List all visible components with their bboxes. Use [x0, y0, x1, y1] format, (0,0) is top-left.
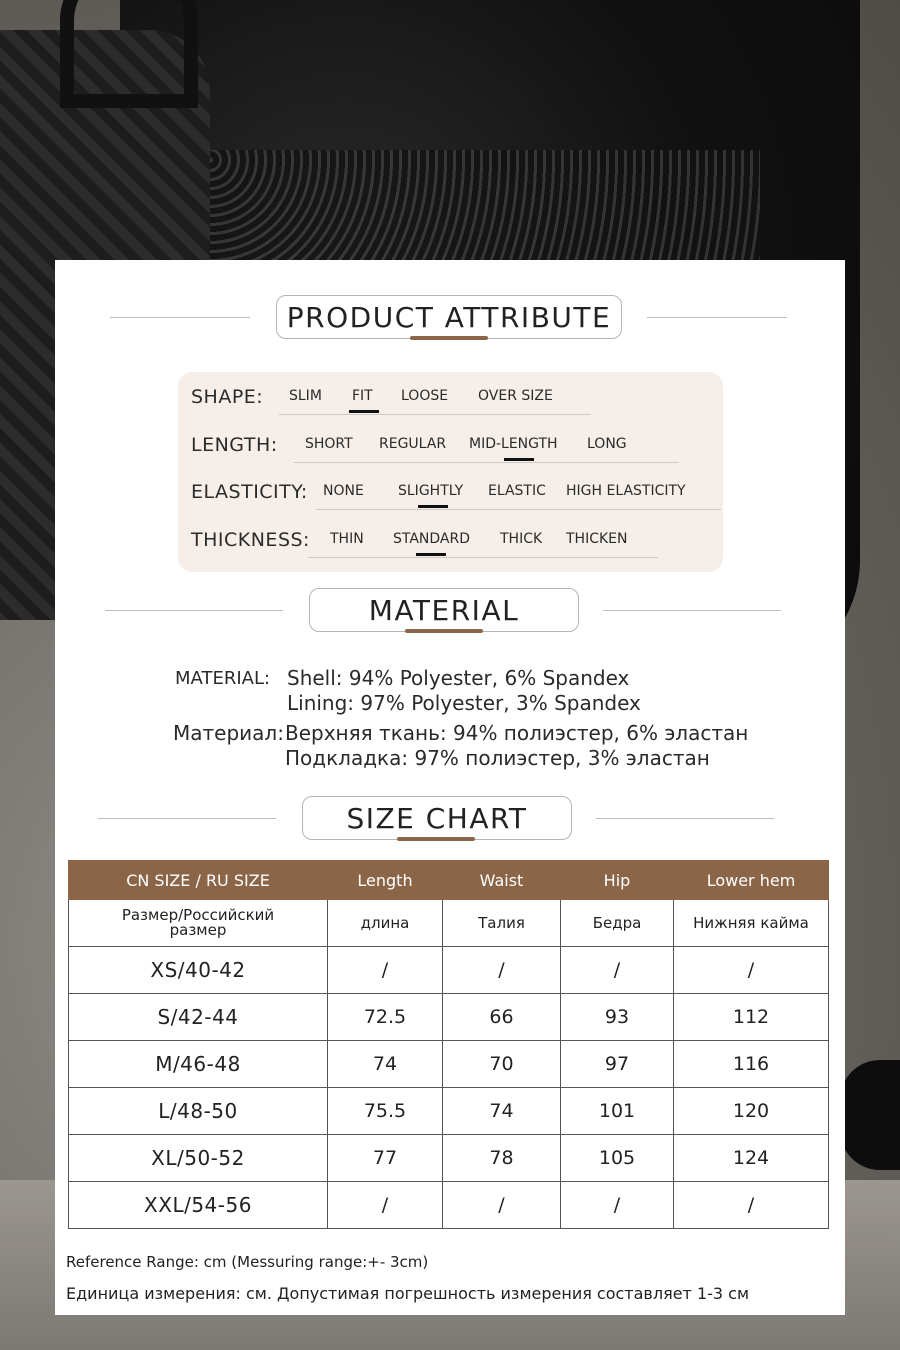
option-over-size: OVER SIZE [478, 388, 553, 404]
subheader-lower-hem: Нижняя кайма [674, 900, 829, 947]
length-cell: / [328, 1182, 443, 1229]
attribute-row-elasticity [191, 479, 721, 509]
lower-hem-cell: 120 [674, 1088, 829, 1135]
waist-cell: 78 [443, 1135, 561, 1182]
divider-line [647, 317, 787, 318]
subheader-length: длина [328, 900, 443, 947]
bag-handle [60, 0, 198, 108]
material-label-en: MATERIAL: [175, 668, 271, 689]
table-row [69, 1041, 829, 1088]
info-card [55, 260, 845, 1315]
option-fit: FIT [352, 388, 373, 404]
hip-cell: 97 [561, 1041, 674, 1088]
size-cell: L/48-50 [69, 1088, 328, 1135]
waist-cell: / [443, 947, 561, 994]
attribute-row-thickness [191, 527, 721, 557]
attributes-heading-block [55, 295, 845, 341]
option-thin: THIN [330, 531, 364, 547]
option-regular: REGULAR [379, 436, 447, 452]
length-cell: / [328, 947, 443, 994]
size-cell: S/42-44 [69, 994, 328, 1041]
reference-note-en: Reference Range: cm (Messuring range:+- 3cm) [66, 1253, 429, 1271]
attribute-options [294, 436, 679, 463]
size-cell: XL/50-52 [69, 1135, 328, 1182]
option-slightly: SLIGHTLY [398, 483, 464, 499]
attribute-row-length [191, 432, 721, 462]
lower-hem-cell: / [674, 1182, 829, 1229]
hip-cell: / [561, 947, 674, 994]
divider-line [110, 317, 250, 318]
shoe [840, 1060, 900, 1170]
reference-note-ru: Единица измерения: см. Допустимая погрешность измерения составляет 1-3 см [66, 1284, 750, 1303]
header-length: Length [328, 861, 443, 900]
hip-cell: 101 [561, 1088, 674, 1135]
header-lower-hem: Lower hem [674, 861, 829, 900]
waist-cell: 70 [443, 1041, 561, 1088]
table-row [69, 994, 829, 1041]
table-row [69, 1135, 829, 1182]
size-cell: M/46-48 [69, 1041, 328, 1088]
attributes-heading: PRODUCT ATTRIBUTE [276, 295, 622, 339]
option-slim: SLIM [289, 388, 322, 404]
option-thick: THICK [500, 531, 543, 547]
option-high-elasticity: HIGH ELASTICITY [566, 483, 686, 499]
selected-marker [418, 505, 448, 508]
hip-cell: 93 [561, 994, 674, 1041]
selected-marker [504, 458, 534, 461]
size-table [68, 860, 829, 1229]
material-lining-ru: Подкладка: 97% полиэстер, 3% эластан [285, 746, 710, 770]
length-cell: 77 [328, 1135, 443, 1182]
material-label-ru: Материал: [173, 721, 284, 745]
subheader-waist: Талия [443, 900, 561, 947]
size-cell: XS/40-42 [69, 947, 328, 994]
header-size: CN SIZE / RU SIZE [69, 861, 328, 900]
length-cell: 72.5 [328, 994, 443, 1041]
material-shell-en: Shell: 94% Polyester, 6% Spandex [287, 666, 630, 690]
size-chart-heading-block [55, 796, 845, 842]
material-heading: MATERIAL [309, 588, 579, 632]
divider-line [98, 818, 276, 819]
subheader-hip: Бедра [561, 900, 674, 947]
selected-marker [349, 410, 379, 413]
size-chart-heading: SIZE CHART [302, 796, 572, 840]
header-waist: Waist [443, 861, 561, 900]
option-none: NONE [323, 483, 364, 499]
heading-accent [405, 629, 483, 633]
attribute-row-shape [191, 384, 721, 414]
lower-hem-cell: 124 [674, 1135, 829, 1182]
divider-line [603, 610, 781, 611]
attribute-options [279, 388, 591, 415]
lace-pattern [200, 150, 760, 260]
divider-line [596, 818, 774, 819]
option-elastic: ELASTIC [488, 483, 546, 499]
option-loose: LOOSE [401, 388, 449, 404]
option-short: SHORT [305, 436, 353, 452]
header-hip: Hip [561, 861, 674, 900]
waist-cell: 66 [443, 994, 561, 1041]
attribute-label: THICKNESS: [191, 529, 310, 551]
length-cell: 75.5 [328, 1088, 443, 1135]
lower-hem-cell: 116 [674, 1041, 829, 1088]
attribute-label: SHAPE: [191, 386, 264, 408]
waist-cell: / [443, 1182, 561, 1229]
selected-marker [416, 553, 446, 556]
attribute-options [316, 483, 721, 510]
divider-line [105, 610, 283, 611]
table-row [69, 947, 829, 994]
attribute-label: ELASTICITY: [191, 481, 308, 503]
material-lining-en: Lining: 97% Polyester, 3% Spandex [287, 691, 641, 715]
waist-cell: 74 [443, 1088, 561, 1135]
option-mid-length: MID-LENGTH [469, 436, 558, 452]
attribute-panel [178, 372, 723, 572]
option-long: LONG [587, 436, 627, 452]
material-shell-ru: Верхняя ткань: 94% полиэстер, 6% эластан [285, 721, 749, 745]
lower-hem-cell: / [674, 947, 829, 994]
lower-hem-cell: 112 [674, 994, 829, 1041]
size-cell: XXL/54-56 [69, 1182, 328, 1229]
material-heading-block [55, 588, 845, 634]
option-standard: STANDARD [393, 531, 471, 547]
option-thicken: THICKEN [566, 531, 628, 547]
length-cell: 74 [328, 1041, 443, 1088]
heading-accent [410, 336, 488, 340]
subheader-size: Размер/Российский размер [69, 900, 328, 947]
attribute-options [308, 531, 658, 558]
attribute-label: LENGTH: [191, 434, 278, 456]
heading-accent [397, 837, 475, 841]
hip-cell: / [561, 1182, 674, 1229]
table-row [69, 1088, 829, 1135]
hip-cell: 105 [561, 1135, 674, 1182]
table-row [69, 1182, 829, 1229]
